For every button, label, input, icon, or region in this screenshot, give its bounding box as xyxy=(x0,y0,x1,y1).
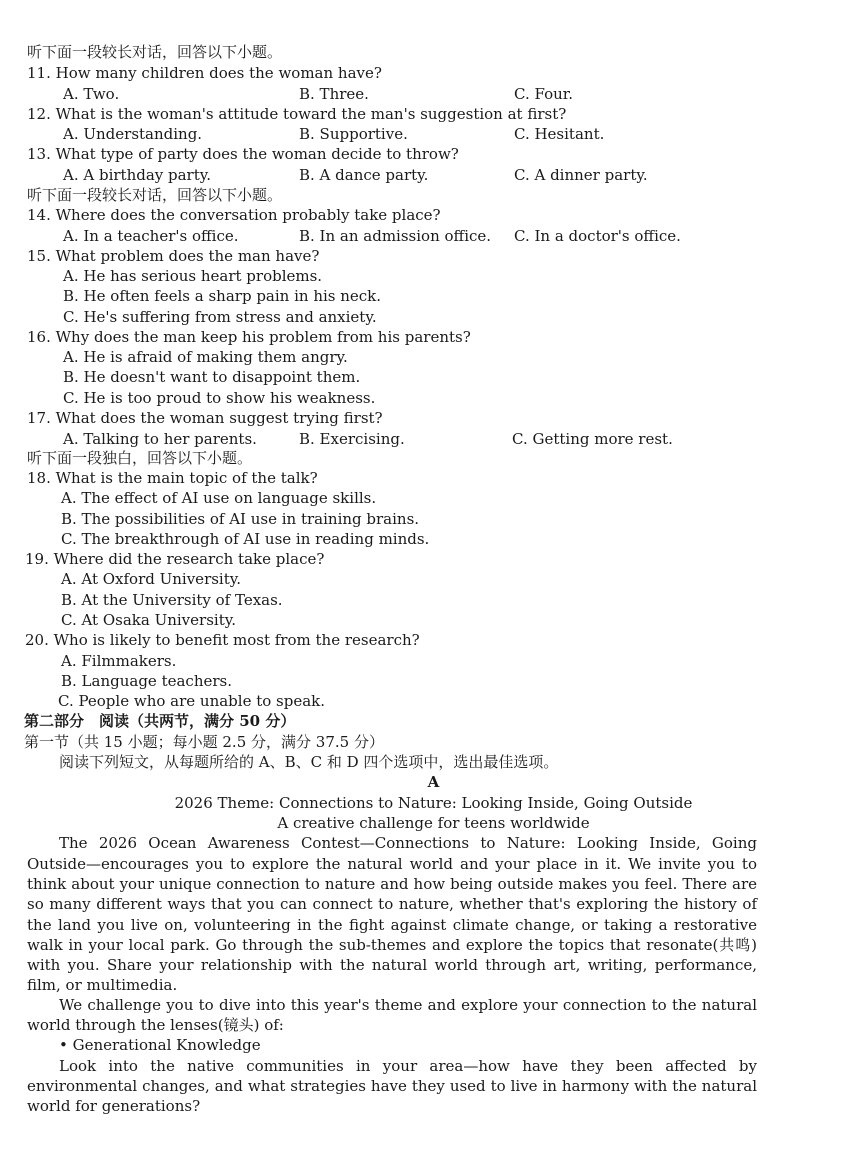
question-13: 13. What type of party does the woman decide to throw? xyxy=(27,145,459,163)
option-b: B. The possibilities of AI use in training brains. xyxy=(61,510,420,528)
paragraph-line: the land you live on, volunteering in the fight against climate change, or taking a restorative xyxy=(27,916,757,934)
question-16: 16. Why does the man keep his problem from his parents? xyxy=(27,328,471,346)
option-c: C. In a doctor's office. xyxy=(514,227,681,245)
option-b: B. Three. xyxy=(299,85,369,103)
paragraph-line: world for generations? xyxy=(27,1097,201,1115)
paragraph-line: The 2026 Ocean Awareness Contest—Connections to Nature: Looking Inside, Going xyxy=(59,834,757,852)
option-a: A. Talking to her parents. xyxy=(63,430,257,448)
section-title: 第一节（共 15 小题；每小题 2.5 分，满分 37.5 分） xyxy=(24,733,384,751)
paragraph-line: film, or multimedia. xyxy=(27,976,178,994)
option-a: A. He has serious heart problems. xyxy=(63,267,323,285)
passage-letter: A xyxy=(427,773,440,791)
option-b: B. Language teachers. xyxy=(61,672,232,690)
passage-theme: 2026 Theme: Connections to Nature: Looking Inside, Going Outside xyxy=(174,794,693,812)
question-15: 15. What problem does the man have? xyxy=(27,247,320,265)
paragraph-line: walk in your local park. Go through the sub-themes and explore the topics that resonate(共鸣) xyxy=(27,936,757,954)
option-c: C. He's suffering from stress and anxiety. xyxy=(63,308,377,326)
instruction: 阅读下列短文，从每题所给的 A、B、C 和 D 四个选项中，选出最佳选项。 xyxy=(59,753,559,771)
option-c: C. Four. xyxy=(514,85,574,103)
section-intro: 听下面一段较长对话，回答以下小题。 xyxy=(27,43,283,61)
option-c: C. At Osaka University. xyxy=(61,611,236,629)
paragraph-line: with you. Share your relationship with the natural world through art, writing, performance, xyxy=(27,956,757,974)
option-b: B. He doesn't want to disappoint them. xyxy=(63,368,361,386)
question-17: 17. What does the woman suggest trying first? xyxy=(27,409,383,427)
paragraph-line: think about your unique connection to nature and how being outside makes you feel. There are xyxy=(27,875,757,893)
question-11: 11. How many children does the woman have? xyxy=(27,64,382,82)
option-c: C. Hesitant. xyxy=(514,125,605,143)
passage-subtitle: A creative challenge for teens worldwide xyxy=(277,814,590,832)
paragraph-line: so many different ways that you can connect to nature, whether that's exploring the history of xyxy=(27,895,757,913)
option-b: B. In an admission office. xyxy=(299,227,492,245)
question-20: 20. Who is likely to benefit most from the research? xyxy=(25,631,420,649)
paragraph-line: Outside—encourages you to explore the natural world and your place in it. We invite you to xyxy=(27,855,757,873)
option-a: A. In a teacher's office. xyxy=(63,227,239,245)
option-a: A. Understanding. xyxy=(63,125,203,143)
option-b: B. He often feels a sharp pain in his neck. xyxy=(63,287,382,305)
option-c: C. He is too proud to show his weakness. xyxy=(63,389,376,407)
option-a: A. At Oxford University. xyxy=(61,570,242,588)
option-c: C. The breakthrough of AI use in reading minds. xyxy=(61,530,430,548)
question-12: 12. What is the woman's attitude toward the man's suggestion at first? xyxy=(27,105,567,123)
question-18: 18. What is the main topic of the talk? xyxy=(27,469,318,487)
part-title: 第二部分 阅读（共两节，满分 50 分） xyxy=(24,712,296,730)
question-14: 14. Where does the conversation probably take place? xyxy=(27,206,441,224)
bullet-item: • Generational Knowledge xyxy=(59,1036,261,1054)
paragraph-line: world through the lenses(镜头) of: xyxy=(27,1016,284,1034)
paragraph-line: environmental changes, and what strategies have they used to live in harmony with the natural xyxy=(27,1077,757,1095)
option-a: A. Filmmakers. xyxy=(61,652,177,670)
option-c: C. People who are unable to speak. xyxy=(58,692,326,710)
section-intro: 听下面一段独白，回答以下小题。 xyxy=(27,449,253,467)
option-a: A. Two. xyxy=(63,85,120,103)
question-19: 19. Where did the research take place? xyxy=(25,550,325,568)
option-a: A. A birthday party. xyxy=(63,166,212,184)
option-b: B. Supportive. xyxy=(299,125,408,143)
option-a: A. He is afraid of making them angry. xyxy=(63,348,348,366)
option-b: B. At the University of Texas. xyxy=(61,591,283,609)
paragraph-line: Look into the native communities in your area—how have they been affected by xyxy=(59,1057,757,1075)
paragraph-line: We challenge you to dive into this year's theme and explore your connection to the natural xyxy=(59,996,757,1014)
option-c: C. Getting more rest. xyxy=(512,430,673,448)
option-c: C. A dinner party. xyxy=(514,166,648,184)
option-a: A. The effect of AI use on language skills. xyxy=(61,489,377,507)
section-intro: 听下面一段较长对话，回答以下小题。 xyxy=(27,186,283,204)
option-b: B. A dance party. xyxy=(299,166,429,184)
option-b: B. Exercising. xyxy=(299,430,405,448)
